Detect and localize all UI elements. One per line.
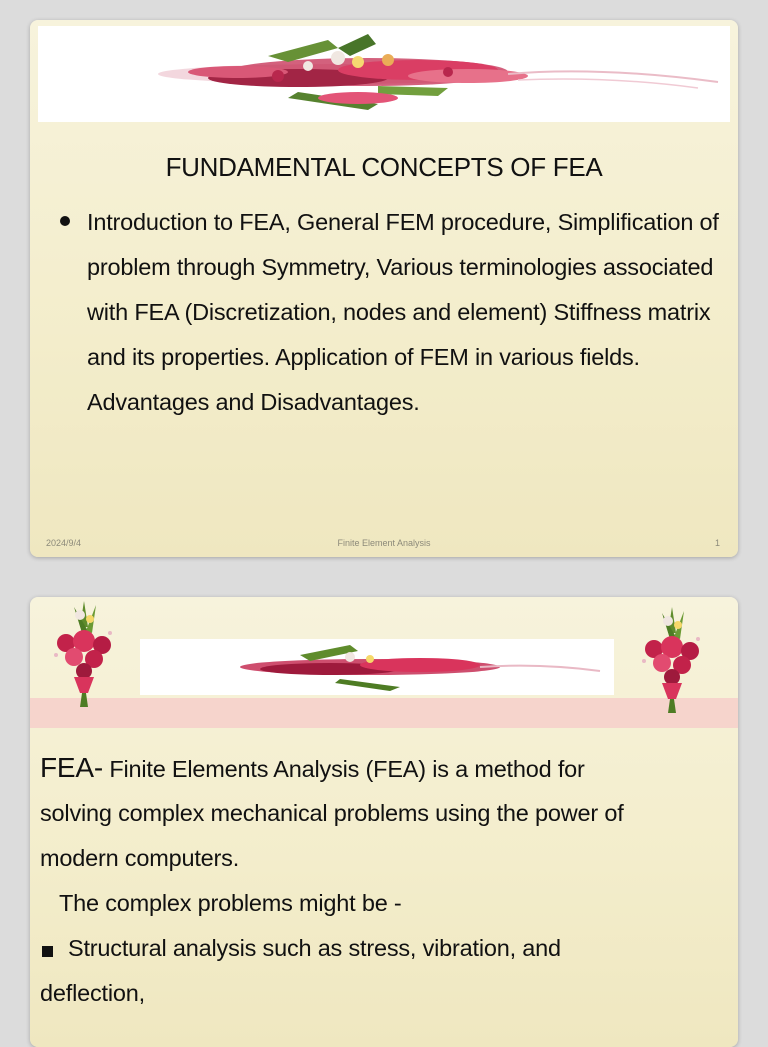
body-line-3: modern computers. [40, 845, 240, 871]
bouquet-image-right [632, 603, 712, 720]
slide-title: FUNDAMENTAL CONCEPTS OF FEA [165, 152, 603, 182]
flower-banner-image [38, 26, 730, 122]
body-line-5: Structural analysis such as stress, vibration, and [68, 935, 561, 961]
footer-page-number: 1 [714, 538, 720, 548]
bullet-dot-icon [60, 216, 70, 226]
bullet-text: Introduction to FEA, General FEM procedure, Simplification of problem through Symmetry, Various terminologies associated with FEA (Discretization, nodes and element) Stiffness matrix and its properties. Application of FEM in various fields. Advantages and Disadvantages. [87, 209, 719, 415]
footer-title: Finite Element Analysis [337, 538, 431, 548]
bouquet-image-left [44, 597, 124, 714]
flower-banner-image [140, 639, 614, 695]
square-bullet-icon [42, 946, 53, 957]
fea-definition: Finite Elements Analysis (FEA) is a method for [102, 756, 585, 782]
body-line-4: The complex problems might be - [59, 890, 402, 916]
slide-2 [30, 597, 738, 1047]
footer-date: 2024/9/4 [46, 538, 82, 548]
body-line-6: deflection, [40, 980, 145, 1006]
slide-1 [30, 20, 738, 557]
fea-term: FEA- [40, 752, 103, 783]
fea-definition-line [40, 752, 730, 784]
body-line-2: solving complex mechanical problems using the power of [40, 800, 624, 826]
bullet-item [52, 200, 722, 425]
